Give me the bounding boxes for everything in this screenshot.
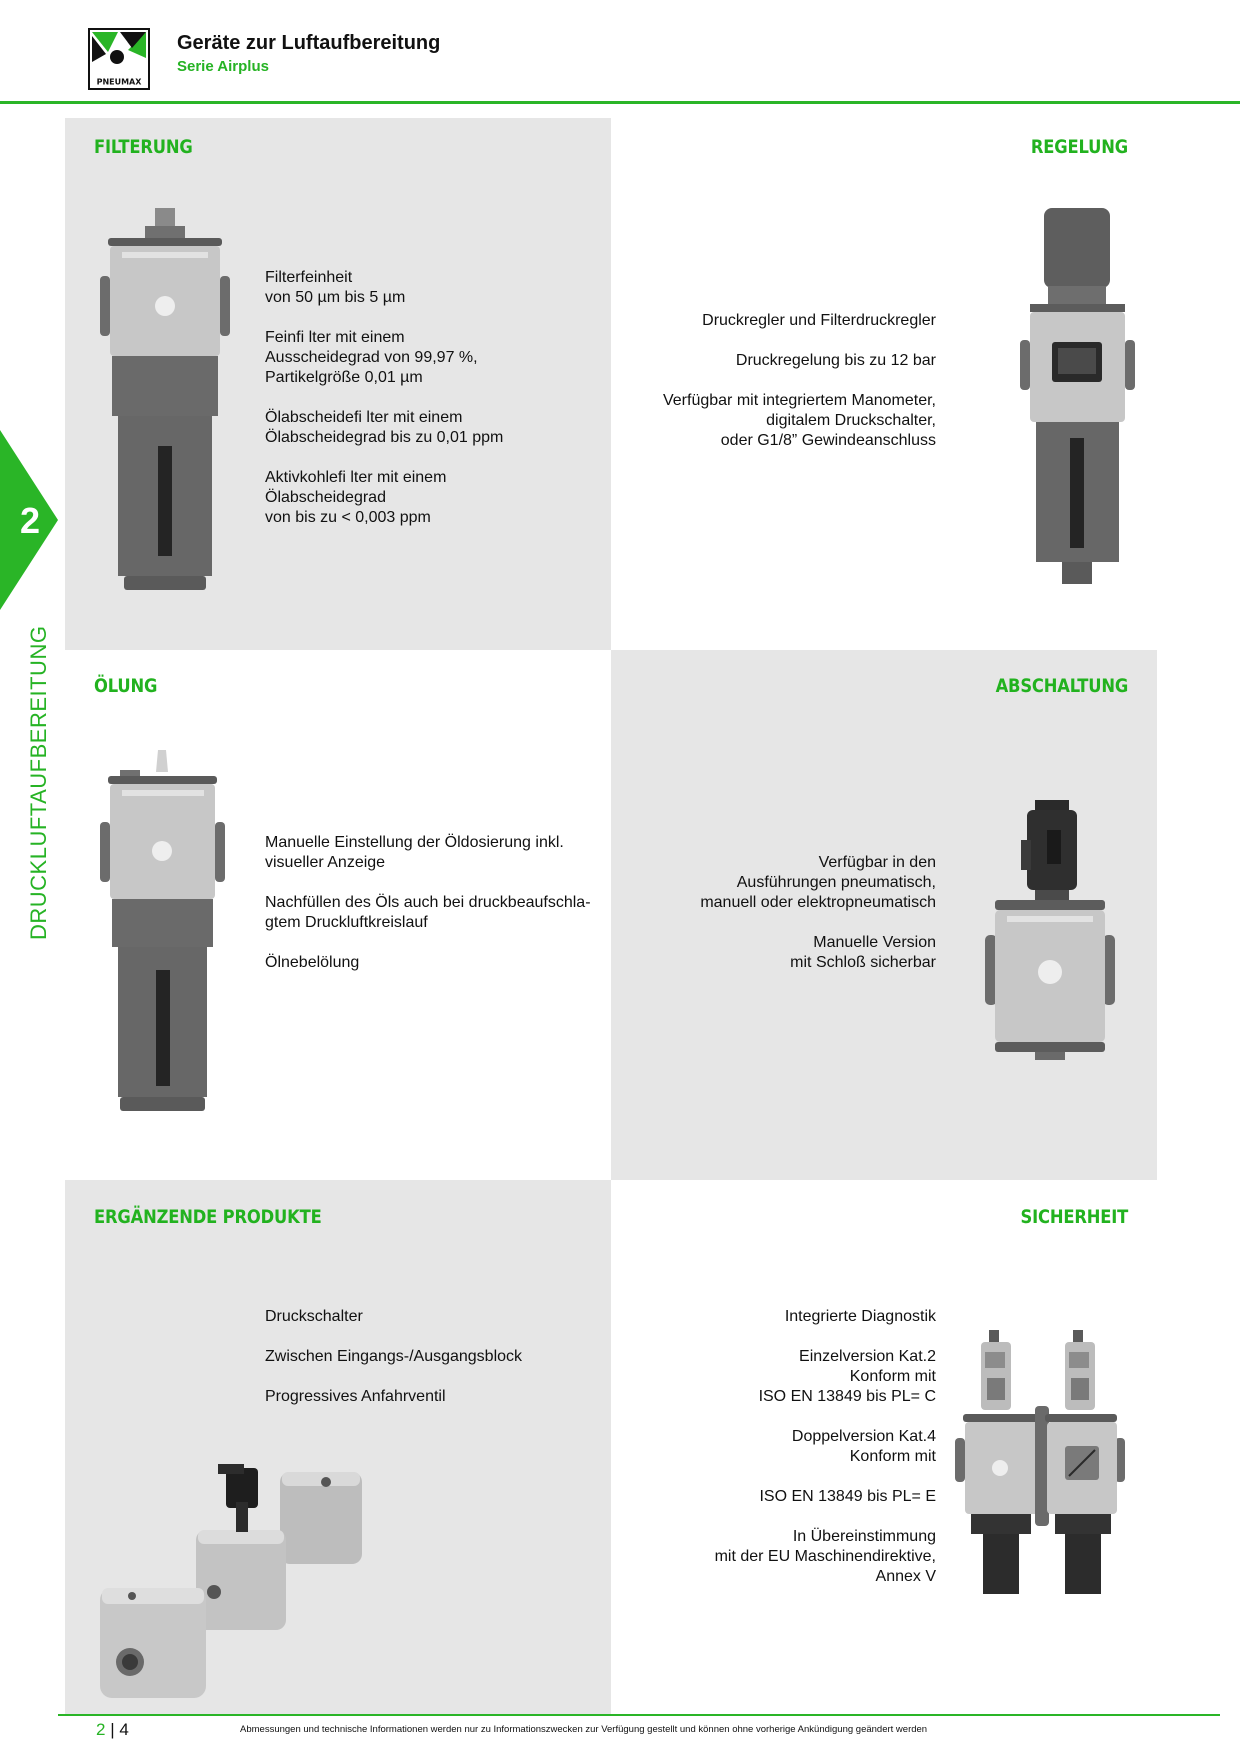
footer-page: 4 [119,1720,129,1739]
paragraph: Filterfeinheit von 50 µm bis 5 µm [265,269,406,306]
paragraph: Druckregelung bis zu 12 bar [735,352,936,369]
shutoff-valve-image [985,800,1115,1062]
paragraph: ISO EN 13849 bis PL= E [759,1488,936,1505]
heading-oelung: ÖLUNG [94,675,158,697]
paragraph: Ölabscheidefi lter mit einem Ölabscheidegrad bis zu 0,01 ppm [265,409,504,446]
chapter-label: DRUCKLUFTAUFBEREITUNG [26,625,51,940]
safety-valve-image [955,1330,1125,1595]
text-filterung [265,268,595,548]
regulator-unit-image [1020,208,1135,590]
text-regelung [576,311,936,471]
paragraph: Progressives Anfahrventil [265,1388,446,1405]
paragraph: Feinfi lter mit einem Ausscheidegrad von 99,97 %, Partikelgröße 0,01 µm [265,329,478,386]
paragraph: Manuelle Einstellung der Öldosierung inkl. visueller Anzeige [265,834,564,871]
pneumax-logo [88,28,150,90]
footer-separator: | [110,1720,115,1739]
lubricator-unit-image [100,748,225,1116]
text-ergaenzende [265,1307,595,1427]
text-sicherheit [616,1307,936,1607]
paragraph: Druckregler und Filterdruckregler [702,312,936,329]
paragraph: Verfügbar in den Ausführungen pneumatisch, manuell oder elektropneumatisch [700,854,936,911]
heading-ergaenzende: ERGÄNZENDE PRODUKTE [94,1206,322,1228]
text-oelung [265,833,610,993]
footer-chapter: 2 [96,1720,106,1739]
paragraph: Manuelle Version mit Schloß sicherbar [790,934,936,971]
page-subtitle: Serie Airplus [177,58,269,75]
logo-text: PNEUMAX [96,77,142,87]
heading-abschaltung: ABSCHALTUNG [995,675,1128,697]
paragraph: Doppelversion Kat.4 Konform mit [791,1428,936,1465]
chapter-number: 2 [20,500,41,541]
page-number [96,1720,129,1740]
paragraph: In Übereinstimmung mit der EU Maschinendirektive, Annex V [714,1528,936,1585]
heading-regelung: REGELUNG [1030,136,1128,158]
paragraph: Einzelversion Kat.2 Konform mit ISO EN 13849 bis PL= C [758,1348,936,1405]
paragraph: Nachfüllen des Öls auch bei druckbeaufschla- gtem Druckluftkreislauf [265,894,591,931]
page-title: Geräte zur Luftaufbereitung [177,32,441,54]
footer-disclaimer: Abmessungen und technische Informationen werden nur zu Informationszwecken zur Verfügung gestellt und können ohne vorherige Ankündigung geändert werden [240,1724,928,1735]
paragraph: Ölnebelölung [265,954,360,971]
heading-filterung: FILTERUNG [94,136,193,158]
paragraph: Integrierte Diagnostik [784,1308,936,1325]
paragraph: Druckschalter [265,1308,363,1325]
header-divider [0,101,1240,104]
paragraph: Aktivkohlefi lter mit einem Ölabscheidegrad von bis zu < 0,003 ppm [265,469,447,526]
filter-unit-image [100,208,230,593]
complementary-products-image [100,1462,400,1702]
heading-sicherheit: SICHERHEIT [1020,1206,1128,1228]
paragraph: Zwischen Eingangs-/Ausgangsblock [265,1348,523,1365]
footer-divider [58,1714,1220,1716]
paragraph: Verfügbar mit integriertem Manometer, digitalem Druckschalter, oder G1/8” Gewindeanschluss [662,392,936,449]
text-abschaltung [616,853,936,993]
